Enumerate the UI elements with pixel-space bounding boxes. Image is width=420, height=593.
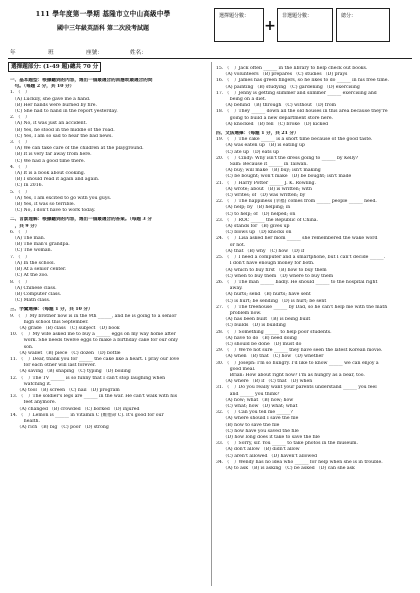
section-heading: 句。（每題 2 分，共 10 分） [10, 84, 75, 90]
question-line: 32. （ ）Can you tell me ______? [216, 410, 293, 416]
question-line: （A) saving （B) shaping （C) typing （D) boiling [10, 369, 131, 375]
question-line: 3. （ ） [10, 140, 30, 146]
question-line: （A) Yes, I am excited to go with you guys. [10, 195, 112, 201]
choice-score-box [214, 8, 264, 42]
question-line: （C) Yes, I am so sad to hear the bad news. [10, 133, 113, 139]
question-line: 9. （ ）My brother now is in the 9th ______, and he is going to a senior [10, 313, 177, 319]
question-line: （D) how long does it take to save the file [216, 434, 320, 440]
question-line: （C) how have you saved the file [216, 428, 299, 434]
question-line: （A) hurts; send （B) hurts; have sent [216, 292, 311, 298]
left-question-column [10, 78, 208, 431]
question-line: （A) that （B) why （C) how （D) if [216, 248, 305, 254]
question-line: （B) The man's grandpa. [10, 242, 70, 248]
question-line: 29. （ ）We're not sure ______ they have seen the latest Korean movie. [216, 348, 383, 354]
question-line: 11. （ ）Dear, thank you for ______ the cake like a heart. I pray our love [10, 356, 180, 362]
question-line: 26. （ ）The man ______ badly. He should ______ to the hospital right [216, 279, 378, 285]
question-line: （B) At a senior center. [10, 267, 67, 273]
question-line: （C) when to buy them （D) where to buy them [216, 273, 334, 279]
question-line: （C) At the zoo. [10, 273, 49, 279]
question-line: （C) is hurt; be sending （D) is hurt; be sent [216, 298, 327, 304]
question-line: （B) Yes, he stood in the middle of the road. [10, 127, 115, 133]
question-line: （C) In 2016. [10, 183, 44, 189]
question-line: feet anymore. [10, 400, 57, 406]
question-line: （C) Math class. [10, 298, 51, 304]
question-line: （A) Luckily, she gave me a hand. [10, 96, 91, 102]
question-line: （B) It is very far away from here. [10, 152, 92, 158]
question-line: （A) buy; will make （B) buy; isn't making [216, 168, 321, 174]
question-line: （A) to ask （B) is asking （C) be asked （D) can she ask [216, 466, 355, 471]
total-score-label: 總分： [341, 13, 357, 19]
question-line: （A) when （B) that （C) how （D) whether [216, 354, 324, 360]
question-line: （A) The man. [10, 236, 46, 242]
question-line: 19. （ ）The cake ______ is a short time because of the good taste. [216, 137, 373, 143]
question-line: 10. （ ）My wife asked me to buy a ______ eggs on my way home after [10, 332, 176, 338]
exam-header [8, 8, 198, 32]
question-line: （C) blows up （D) knocks on [216, 230, 292, 236]
question-line: 16. （ ）James has green fingers, so he likes to do ______ in his free time. [216, 78, 389, 84]
question-line: 7. （ ） [10, 254, 30, 260]
question-line: and ______ you think? [216, 391, 280, 397]
question-line: （A) stands for （B) gives up [216, 224, 290, 230]
question-line: 25. （ ）I need a computer and a smartphone, but I can't decide ______. [216, 255, 386, 261]
question-line: away. [216, 286, 243, 292]
question-line: son. [10, 344, 34, 350]
question-line: or not. [216, 242, 246, 248]
plus-symbol: + [264, 18, 276, 34]
question-line: for each other will last forever. [10, 363, 96, 369]
question-line: 30. （ ）Joseph: I'm so hungry. I'd like to know ______ we can enjoy a [216, 360, 379, 366]
exam-title: 國中三年級英語科 第二次段考試題 [56, 25, 150, 32]
question-line: 14. （ ）Lemon is ______ in Vitamin C (維他命 C). It's good for our [10, 412, 164, 418]
grade-label: 年 [10, 50, 16, 56]
question-line: 1. （ ） [10, 90, 30, 96]
question-line: being on a diet. [216, 97, 267, 103]
question-line: 13. （ ）The soldier's legs are ______ in the war. He can't walk with his [10, 394, 178, 400]
question-line: Sam: Because it ______ in Taiwan. [216, 162, 308, 168]
question-line: watching it. [10, 381, 52, 387]
question-line: （A) has been built （B) is being built [216, 317, 311, 323]
question-line: work. She needs twelve eggs to make a birthday cake for our only [10, 338, 179, 344]
question-line: （C) The woman. [10, 248, 53, 254]
class-label: 班 [48, 50, 54, 56]
school-title: 111 學年度第一學期 基隆市立中山高級中學 [35, 10, 171, 18]
question-line: 4. （ ） [10, 164, 30, 170]
name-label: 姓名： [130, 50, 147, 56]
question-line: （B) Yes, it was so terrible. [10, 202, 76, 208]
question-line: （A) knocked （B) fell （C) broke （D) kicked [216, 121, 329, 127]
question-line: （C) No, I don't have to work today. [10, 208, 96, 214]
total-score-box [336, 8, 390, 42]
section-heading: 一、基本題型：根據聽到的內容，選出一個最適合的回應或最適合的問 [10, 78, 153, 83]
question-line: health. [10, 418, 40, 424]
question-line: （C) aren't allowed （D) haven't allowed [216, 453, 318, 459]
question-line: 15. （ ）Jack often ______ in the library to help check out books. [216, 66, 368, 71]
nonchoice-score-box [277, 8, 333, 42]
question-line: 34. （ ）Wendy has no idea who ______ for help when she is in trouble. [216, 459, 383, 465]
header-divider [8, 58, 412, 59]
question-line: （A) where （B) if （C) that （D) when [216, 379, 313, 385]
question-line: （B) how to save the file [216, 422, 280, 428]
question-line: （A) rich （B) big （C) poor （D) strong [10, 425, 109, 431]
question-line: 17. （ ）Jenny is getting slimmer and slimmer ______ exercising and [216, 90, 377, 96]
question-line: （A) volunteers （B) prepares （C) studies （D) prays [216, 72, 348, 78]
question-line: （A) No, it was just an accident. [10, 121, 87, 127]
question-line: 2. （ ） [10, 115, 30, 121]
seat-number-label: 座號： [86, 50, 103, 56]
question-line: （A) Chinese class. [10, 285, 57, 291]
choice-score-label: 選擇題分數： [219, 13, 250, 19]
nonchoice-score-label: 非選題分數： [282, 13, 313, 19]
question-line: （A) which to buy first （B) how to buy them [216, 267, 327, 273]
question-line: 20. （ ）Cindy: Why isn't the dress going to ______ by Kelly? [216, 155, 359, 161]
section-heading: ，共 9 分） [10, 223, 40, 229]
question-line: （C) builds （D) is building [216, 323, 286, 329]
question-line: （A) how; what （B) how; how [216, 397, 294, 403]
question-line: （C) She had to hand in the report yesterday. [10, 109, 118, 115]
question-line: （A) wallet （B) piece （C) dozen （D) bottle [10, 350, 121, 356]
question-line: （A) In the school. [10, 260, 56, 266]
question-line: 18. （ ）They ______ down all the old houses in this area because they're [216, 109, 388, 115]
question-line: （A) painting （B) studying （C) gardening （D) exercising [216, 84, 360, 90]
question-line: （A) was eaten up （B) is eating up [216, 143, 305, 149]
question-line: I don't have enough money for both. [216, 261, 315, 267]
question-line: problem now. [216, 310, 262, 316]
question-line: （C) should be done （D) must do [216, 341, 302, 347]
question-line: going to build a new department store here. [216, 115, 334, 121]
question-line: （B) Computer class. [10, 291, 62, 297]
section-heading: 二、言談理解：根據聽到的內容，選出一個最適合的答案。（每題 3 分 [10, 217, 152, 223]
question-line: 12. （ ）The TV ______ is so funny that I can't stop laughing when [10, 375, 166, 381]
question-line: 21. （ ）Harry Potter ______ J. K. Rowling. [216, 180, 316, 186]
question-line: （A) It is a book about cooking. [10, 171, 86, 177]
question-line: （C) to help; of （D) helped; on [216, 211, 296, 217]
question-line: 6. （ ） [10, 229, 30, 235]
question-line: （C) ate up （D) eats up [216, 149, 279, 155]
question-line: （A) where should I save the file [216, 416, 299, 422]
section-banner: 選擇題部分: (1-49 題)總共 70 分 [8, 62, 101, 72]
question-line: Brian: How about right now? I'm as hungry as a bear, too. [216, 372, 365, 378]
question-line: （C) what; how （D) what; what [216, 403, 298, 409]
question-line: （A) tool （B) screen （C) nail （D) program [10, 387, 120, 393]
question-line: （B) Her hands were burned by fire. [10, 102, 97, 108]
question-line: （C) We had a good time there. [10, 158, 86, 164]
question-line: 8. （ ） [10, 279, 30, 285]
question-line: （A) don't allow （B) didn't allow [216, 447, 300, 453]
section-heading: 四、文法選擇：（每題 1 分，共 21 分） [216, 131, 299, 137]
question-line: 31. （ ）Do you really want your parents understand ______ you feel [216, 385, 377, 391]
right-question-column [216, 66, 414, 472]
question-line: 22. （ ）The happiness (幸福) comes from ______ people ______ need. [216, 199, 377, 205]
question-line: （C) be bought; won't make （D) be bought; isn't made [216, 174, 352, 180]
question-line: （C) writes; of （D) was written; by [216, 193, 306, 199]
question-line: good meal. [216, 366, 256, 372]
question-line: high school this September. [10, 319, 89, 325]
question-line: （A) grade （B) class （C) subject （D) book [10, 325, 120, 331]
question-line: （A) wrote; about （B) is written; with [216, 186, 312, 192]
section-heading: 三、字彙選擇：（每題 1 分，共 10 分） [10, 307, 93, 313]
question-line: （A) have to do （B) need doing [216, 335, 297, 341]
question-line: （A) behind （B) through （C) without （D) from [216, 103, 336, 109]
question-line: （A) changed （B) crowded （C) borked （D) injured [10, 406, 140, 412]
question-line: 5. （ ） [10, 189, 30, 195]
question-line: 23. （ ）ROC ______ the Republic of China. [216, 217, 318, 223]
question-line: 27. （ ）The treehouse ______ by Dad, so he can't help me with the math [216, 304, 388, 310]
question-line: （B) I should read it again and again. [10, 177, 100, 183]
question-line: 33. （ ）Sorry, sir. You ______ to take photos in the museum. [216, 441, 359, 447]
question-line: （A) help; by （B) helping; in [216, 205, 291, 211]
question-line: 28. （ ）Something ______ to help poor students. [216, 329, 332, 335]
column-divider [211, 62, 212, 586]
question-line: 24. （ ）Lisa asked her mom ______ she remembered the wake word [216, 236, 378, 242]
question-line: （A) We can take care of the children at the playground. [10, 146, 144, 152]
